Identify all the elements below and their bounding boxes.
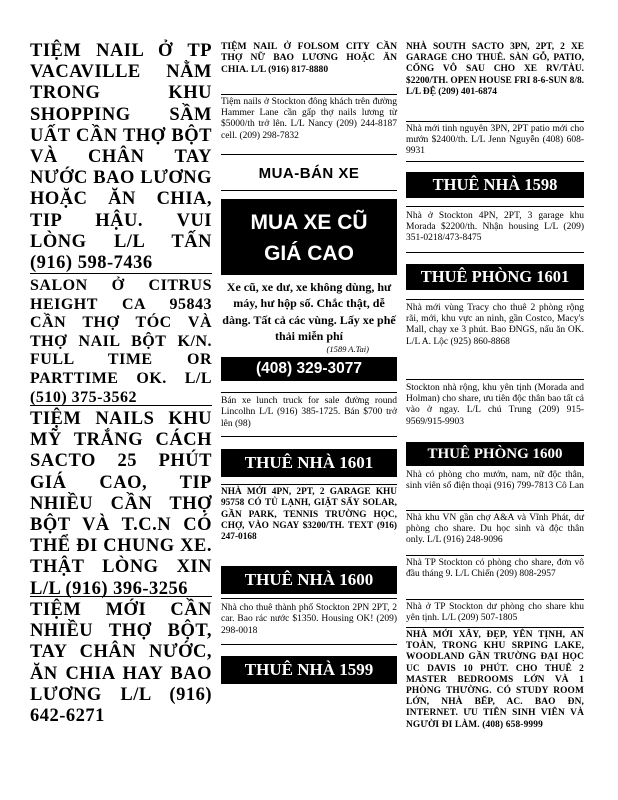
ad-tag: (1589 A.Tai)	[326, 344, 369, 355]
classified-ad: TIỆM NAIL Ở FOLSOM CITY CẦN THỢ NỮ BAO LƯƠNG HOẶC ĂN CHIA. L/L (916) 817-8880	[221, 40, 397, 95]
classified-ad: NHÀ SOUTH SACTO 3PN, 2PT, 2 XE GARAGE CHO THUÊ. SÀN GỖ, PATIO, CỔNG VÔ SAU CHO XE RV/TÀU. $2200/TH. OPEN HOUSE FRI 8-6-SUN 8/8. L/L ĐỆ (209) 401-6874	[406, 40, 584, 122]
classified-ad: Nhà mới vùng Tracy cho thuê 2 phòng rộng rãi, mới, khu vực an ninh, gần Costco, Macy's Mall, chạy xe 3 phút. Bao ĐNGS, nấu ăn OK. L/L A. Lộc (925) 860-8868	[406, 300, 584, 380]
classified-ad: Nhà ở TP Stockton dư phòng cho share khu yên tịnh. L/L (209) 507-1805	[406, 600, 584, 628]
classified-ad: Nhà mới tinh nguyên 3PN, 2PT patio mới cho mướn $2400/th. L/L Jenn Nguyễn (408) 608-9931	[406, 122, 584, 162]
section-header: MUA-BÁN XE	[221, 161, 397, 191]
column-3	[406, 40, 584, 773]
column-2	[221, 40, 397, 684]
classified-ad: Nhà khu VN gần chợ A&A và Vĩnh Phát, dư phòng cho share. Du học sinh và độc thân only. L/L (916) 248-9096	[406, 511, 584, 556]
classified-ad: TIỆM NAIL Ở TP VACAVILLE NẰM TRONG KHU SHOPPING SẦM UẤT CẦN THỢ BỘT VÀ CHÂN TAY NƯỚC BAO LƯƠNG HOẶC ĂN CHIA, TIP HẬU. VUI LÒNG L/L TẤN (916) 598-7436	[30, 41, 212, 274]
column-1	[30, 40, 212, 730]
classified-ad: Nhà TP Stockton có phòng cho share, đơn vô đầu tháng 9. L/L Chiến (209) 808-2957	[406, 556, 584, 600]
classified-ad: Tiệm nails ở Stockton đông khách trên đường Hammer Lane cần gấp thợ nails lương từ $5000/th trở lên. L/L Nancy (209) 244-8187 cell. (209) 298-7832	[221, 95, 397, 155]
buy-used-car-banner	[221, 199, 397, 275]
classified-ad: Nhà có phòng cho mướn, nam, nữ độc thân, sinh viên số điện thoại (916) 799-7813 Cô Lan	[406, 466, 584, 511]
classified-ad: TIỆM NAILS KHU MỸ TRẮNG CÁCH SACTO 25 PHÚT GIÁ CAO, TIP NHIỀU CẦN THỢ BỘT VÀ T.C.N CÓ THỂ ĐI CHUNG XE. THẬT LÒNG XIN L/L (916) 396-3256	[30, 406, 212, 597]
section-header: THUÊ NHÀ 1598	[406, 172, 584, 198]
classified-ad: Nhà cho thuê thành phố Stockton 2PN 2PT, 2 car. Bao rác nước $1350. Housing OK! (209) 298-0018	[221, 599, 397, 645]
banner-line: GIÁ CAO	[264, 242, 354, 265]
classified-ad: Bán xe lunch truck for sale đường round Lincolhn L/L (916) 385-1725. Bán $700 trở lên (98)	[221, 393, 397, 437]
classified-ad: NHÀ MỚI 4PN, 2PT, 2 GARAGE KHU 95758 CÓ TỦ LẠNH, GIẶT SẤY SOLAR, GẦN PARK, TENNIS TRƯỜNG HỌC, CHỢ, VÀO NGAY $3200/TH. TEXT (916) 247-0168	[221, 487, 397, 542]
section-header: THUÊ NHÀ 1599	[221, 656, 397, 684]
section-header: THUÊ PHÒNG 1600	[406, 442, 584, 466]
classified-ad: Stockton nhà rộng, khu yên tịnh (Morada and Holman) cho share, ưu tiên độc thân bao tất cả vào ở ngay. L/L chú Trung (209) 915-9569/915-9903	[406, 383, 584, 427]
section-header: THUÊ NHÀ 1601	[221, 449, 397, 477]
section-header: THUÊ PHÒNG 1601	[406, 264, 584, 290]
car-buy-description: Xe cũ, xe dư, xe không dùng, hư máy, hư hộp số. Chắc thật, dễ dàng. Tất cả các vùng. Lấy xe phế thải miễn phí	[222, 280, 396, 343]
banner-line: MUA XE CŨ	[250, 211, 368, 234]
classified-ad: NHÀ MỚI XÂY, ĐẸP, YÊN TỊNH, AN TOÀN, TRONG KHU SRPING LAKE, WOODLAND GẦN TRƯỜNG ĐẠI HỌC UC DAVIS 10 PHÚT. CHO THUÊ 2 MASTER BEDROOMS LỚN VÀ 1 PHÒNG THƯỜNG. CÓ STUDY ROOM LỚN, NHÀ BẾP, AC. BAO ĐN, INTERNET. ƯU TIÊN SINH VIÊN VÀ NGƯỜI ĐI LÀM. (408) 658-9999	[406, 630, 584, 730]
car-buy-phone: (408) 329-3077	[221, 357, 397, 381]
section-header: THUÊ NHÀ 1600	[221, 566, 397, 594]
classified-ad: Nhà ở Stockton 4PN, 2PT, 3 garage khu Morada $2200/th. Nhận housing L/L (209) 351-0218/473-8475	[406, 207, 584, 253]
classified-ad: SALON Ở CITRUS HEIGHT CA 95843 CẦN THỢ TÓC VÀ THỢ NAIL BỘT K/N. FULL TIME OR PARTTIME OK. L/L (510) 375-3562	[30, 274, 212, 406]
classified-ad: TIỆM MỚI CẦN NHIỀU THỢ BỘT, TAY CHÂN NƯỚC, ĂN CHIA HAY BAO LƯƠNG L/L (916) 642-6271	[30, 600, 212, 727]
